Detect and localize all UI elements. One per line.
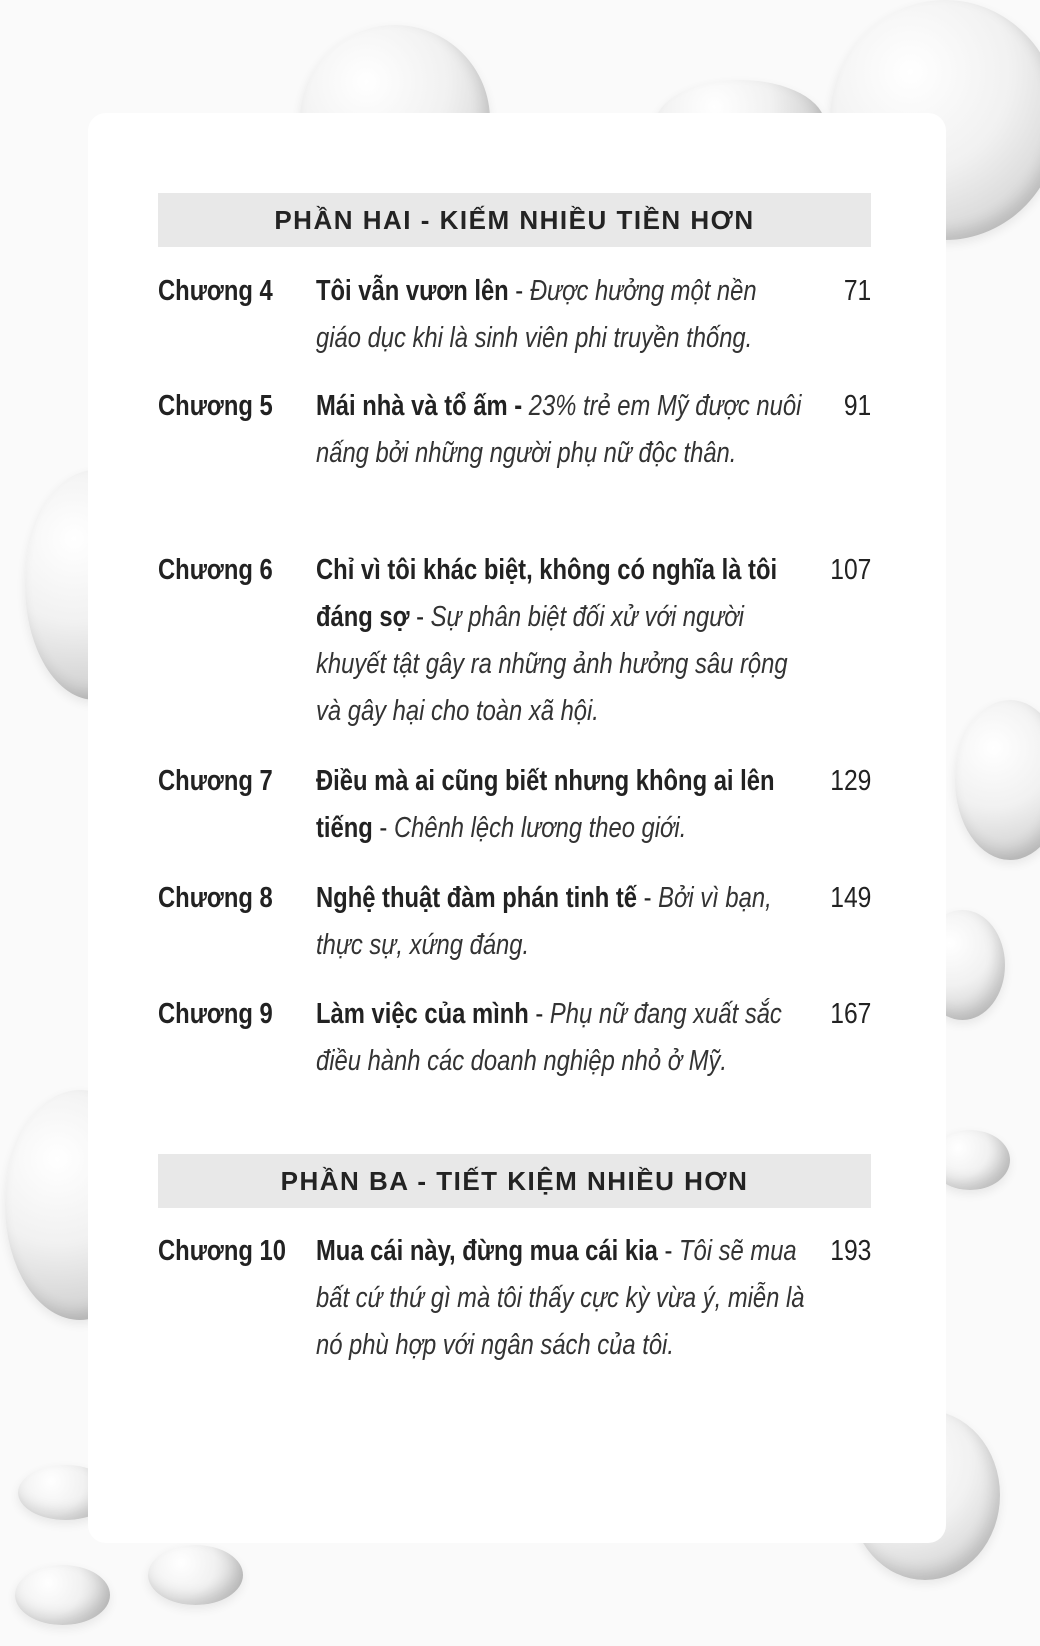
chapter-title: Mua cái này, đừng mua cái kia — [316, 1235, 658, 1267]
chapter-title: Chỉ vì tôi khác biệt, không có nghĩa là tôi đáng sợ — [316, 554, 778, 633]
chapter-title: Điều mà ai cũng biết nhưng không ai lên tiếng — [316, 765, 775, 844]
part-heading: PHẦN HAI - KIẾM NHIỀU TIỀN HƠN — [158, 193, 871, 247]
chapter-text — [316, 875, 808, 969]
chapter-title: Làm việc của mình — [316, 998, 529, 1030]
separator: - — [372, 812, 394, 844]
page-number: 107 — [829, 554, 871, 586]
chapter-subtitle: Bởi vì bạn, thực sự, xứng đáng. — [316, 882, 772, 961]
page-number: 167 — [829, 998, 871, 1030]
chapter-text — [316, 1228, 808, 1369]
chapter-subtitle: Phụ nữ đang xuất sắc điều hành các doanh nghiệp nhỏ ở Mỹ. — [316, 998, 782, 1077]
coin-decoration — [148, 1545, 243, 1605]
separator: - — [637, 882, 659, 914]
page-number: 129 — [829, 765, 871, 797]
chapter-title: Tôi vẫn vươn lên — [316, 275, 509, 307]
chapter-subtitle: Tôi sẽ mua bất cứ thứ gì mà tôi thấy cực kỳ vừa ý, miễn là nó phù hợp với ngân sách của tôi. — [316, 1235, 805, 1361]
chapter-title: Nghệ thuật đàm phán tinh tế — [316, 882, 638, 914]
chapter-subtitle: Được hưởng một nền giáo dục khi là sinh viên phi truyền thống. — [316, 275, 757, 354]
chapter-label: Chương 4 — [158, 275, 273, 307]
chapter-label: Chương 7 — [158, 765, 273, 797]
chapter-text — [316, 758, 808, 852]
chapter-subtitle: Sự phân biệt đối xử với người khuyết tật gây ra những ảnh hưởng sâu rộng và gây hại cho toàn xã hội. — [316, 601, 788, 727]
chapter-subtitle: Chênh lệch lương theo giới. — [393, 812, 687, 844]
page-number: 71 — [843, 275, 871, 307]
chapter-text — [316, 991, 808, 1085]
chapter-label: Chương 8 — [158, 882, 273, 914]
separator: - — [409, 601, 431, 633]
chapter-label: Chương 6 — [158, 554, 273, 586]
page-number: 149 — [829, 882, 871, 914]
page-number: 193 — [829, 1235, 871, 1267]
coin-decoration — [955, 700, 1040, 860]
separator: - — [508, 275, 530, 307]
chapter-label: Chương 5 — [158, 390, 273, 422]
coin-decoration — [15, 1565, 110, 1625]
chapter-label: Chương 10 — [158, 1235, 286, 1267]
chapter-label: Chương 9 — [158, 998, 273, 1030]
chapter-text — [316, 268, 808, 362]
chapter-text — [316, 547, 808, 735]
chapter-title: Mái nhà và tổ ấm - — [316, 390, 523, 422]
separator: - — [528, 998, 550, 1030]
separator: - — [657, 1235, 680, 1267]
part-heading: PHẦN BA - TIẾT KIỆM NHIỀU HƠN — [158, 1154, 871, 1208]
chapter-text — [316, 383, 808, 477]
page-number: 91 — [843, 390, 871, 422]
chapter-subtitle: 23% trẻ em Mỹ được nuôi nấng bởi những người phụ nữ độc thân. — [316, 390, 802, 469]
